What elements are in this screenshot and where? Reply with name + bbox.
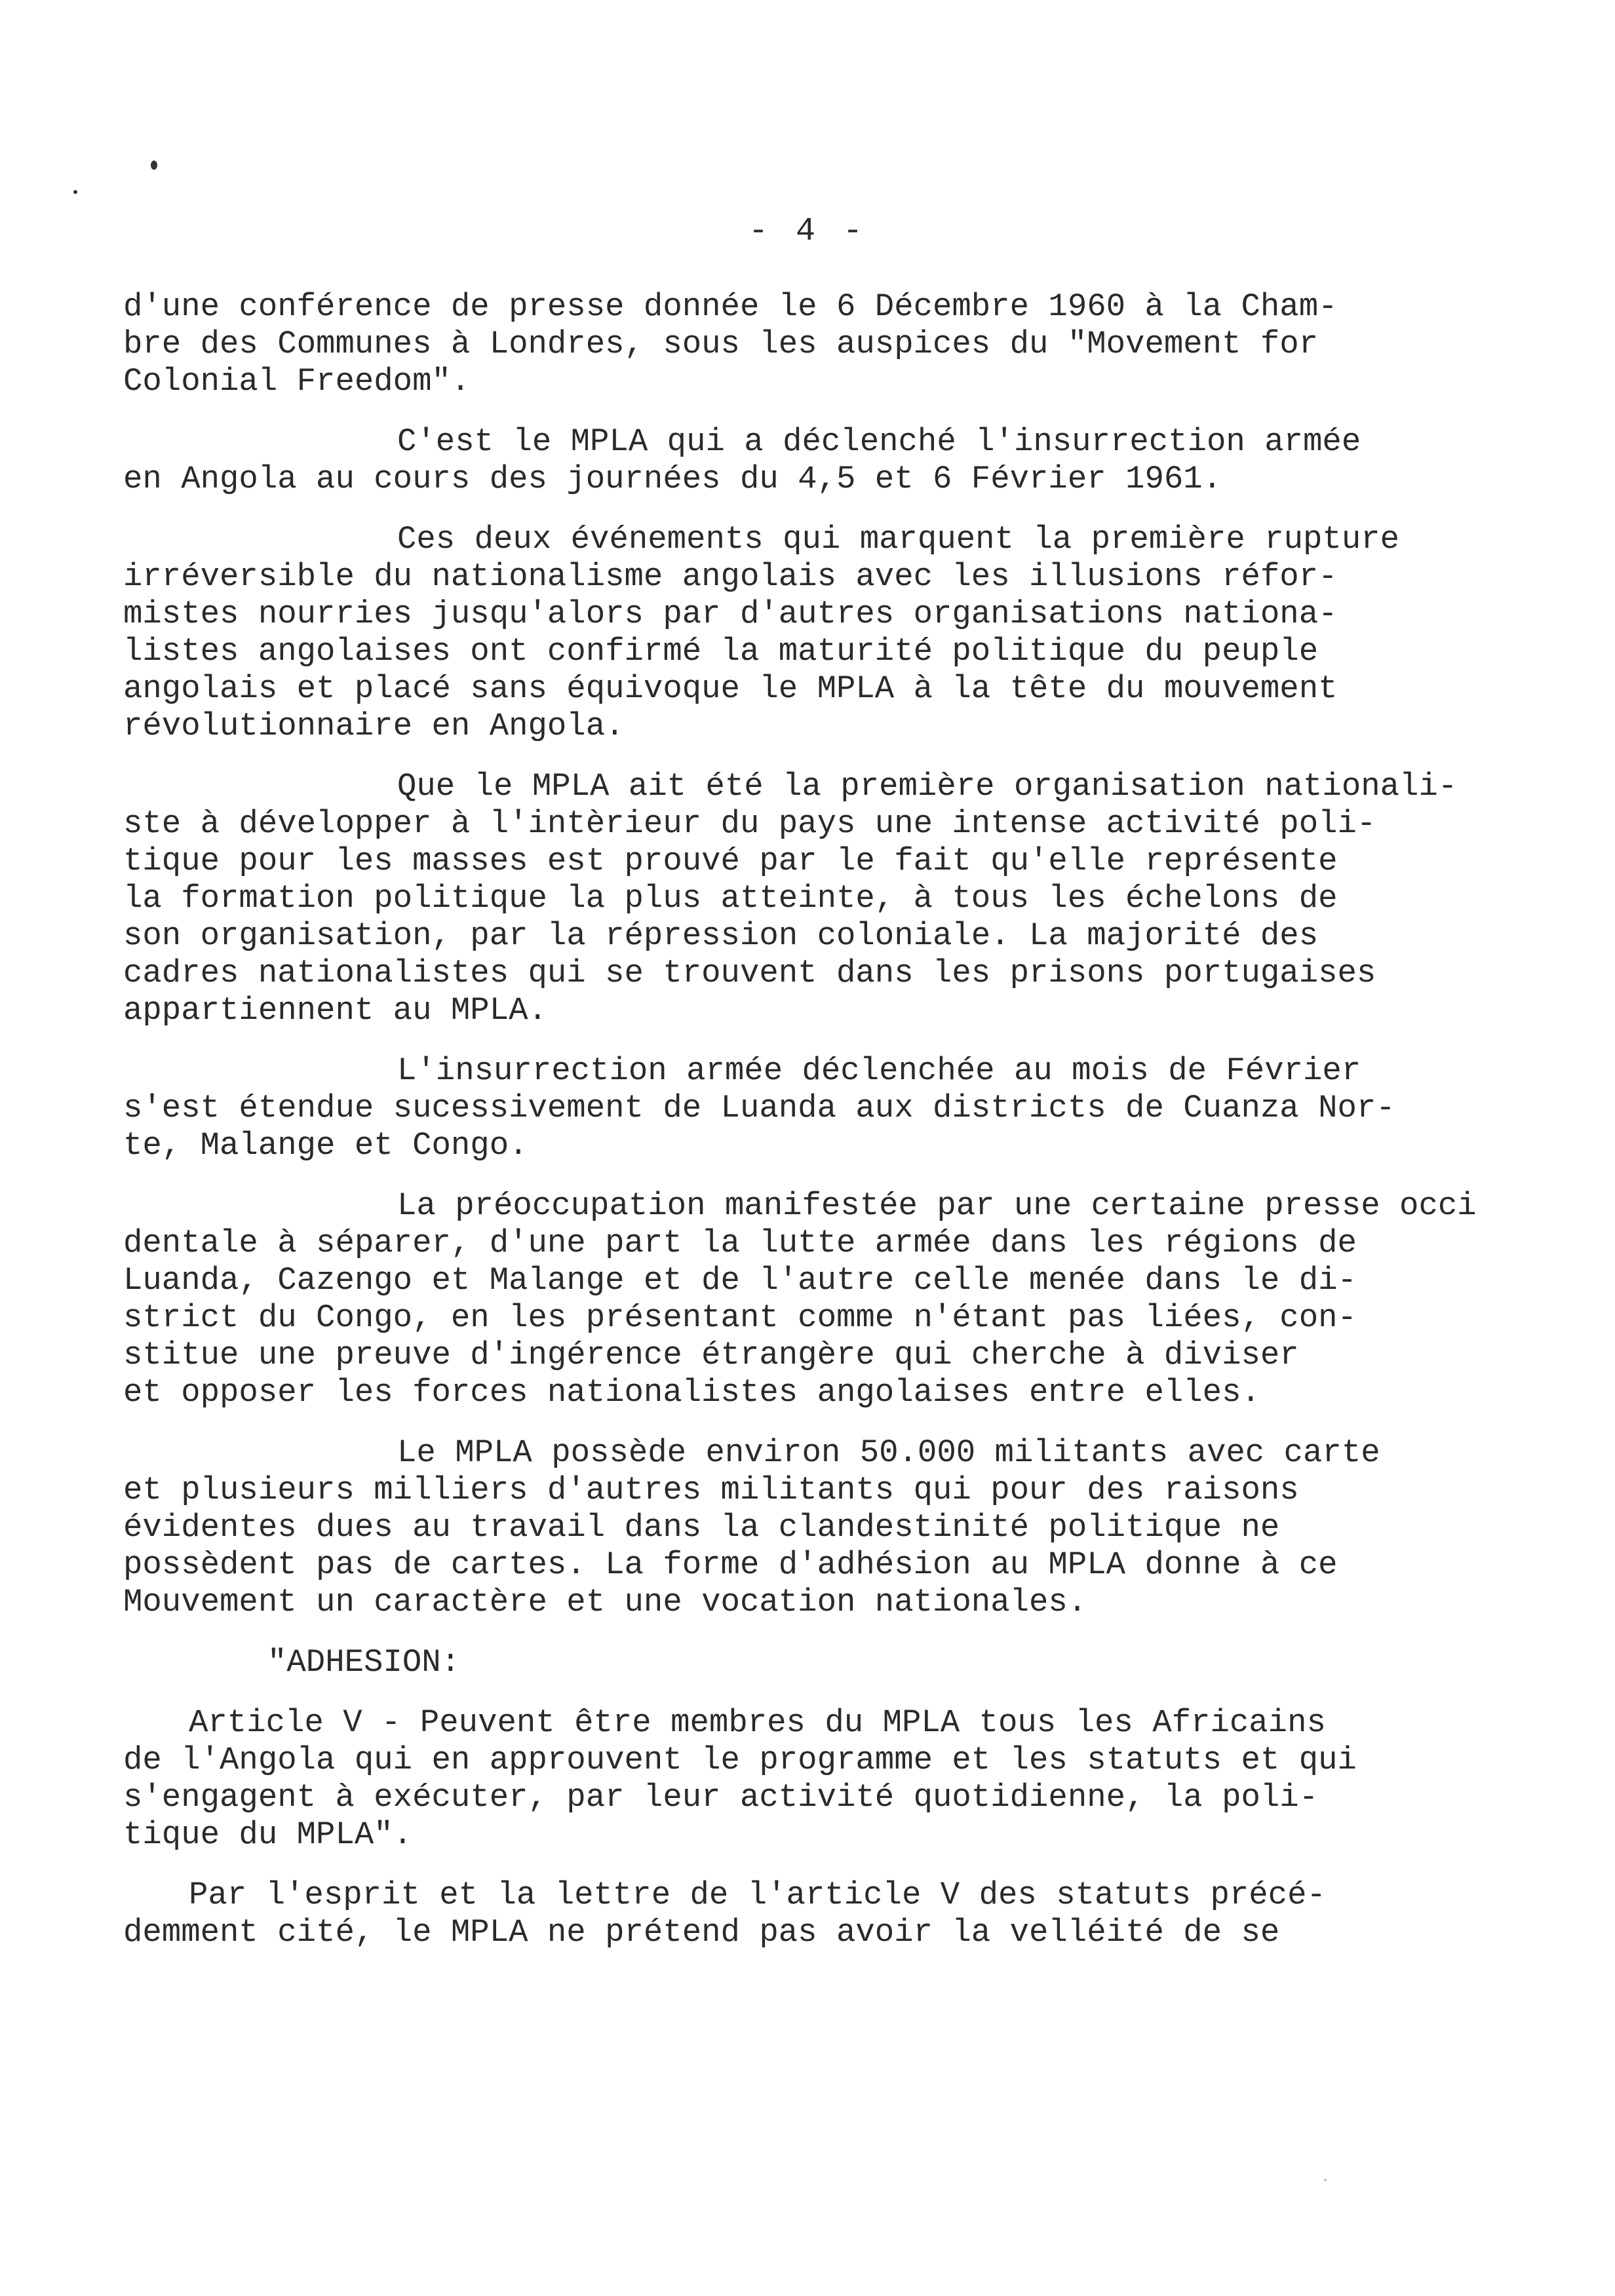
paragraph xyxy=(123,1434,1513,1621)
text-line: appartiennent au MPLA. xyxy=(123,992,547,1029)
text-line: Luanda, Cazengo et Malange et de l'autre celle menée dans le di- xyxy=(123,1262,1357,1299)
text-line: Ces deux événements qui marquent la première rupture xyxy=(397,521,1400,558)
scan-speck xyxy=(151,161,157,170)
paragraph xyxy=(123,423,1513,498)
text-line: te, Malange et Congo. xyxy=(123,1127,528,1164)
text-line: Par l'esprit et la lettre de l'article V des statuts précé- xyxy=(189,1877,1326,1913)
text-line: et opposer les forces nationalistes angolaises entre elles. xyxy=(123,1374,1260,1411)
text-line: stitue une preuve d'ingérence étrangère qui cherche à diviser xyxy=(123,1337,1299,1373)
text-line: Colonial Freedom". xyxy=(123,363,471,400)
paragraph xyxy=(123,1644,1513,1681)
paragraph xyxy=(123,1877,1513,1951)
text-line: et plusieurs milliers d'autres militants qui pour des raisons xyxy=(123,1472,1299,1508)
scan-speck xyxy=(1324,2179,1327,2181)
paragraph xyxy=(123,1052,1513,1164)
text-line: cadres nationalistes qui se trouvent dans les prisons portugaises xyxy=(123,955,1376,991)
text-line: dentale à séparer, d'une part la lutte armée dans les régions de xyxy=(123,1225,1357,1261)
text-line: Article V - Peuvent être membres du MPLA tous les Africains xyxy=(189,1704,1326,1741)
text-line: Mouvement un caractère et une vocation nationales. xyxy=(123,1584,1087,1620)
text-line: en Angola au cours des journées du 4,5 et 6 Février 1961. xyxy=(123,461,1222,497)
text-line: Que le MPLA ait été la première organisation nationali- xyxy=(397,768,1458,805)
text-line: demment cité, le MPLA ne prétend pas avoir la velléité de se xyxy=(123,1914,1280,1951)
paragraph xyxy=(123,288,1513,400)
text-line: son organisation, par la répression coloniale. La majorité des xyxy=(123,917,1319,954)
text-line: "ADHESION: xyxy=(267,1644,461,1681)
text-line: d'une conférence de presse donnée le 6 Décembre 1960 à la Cham- xyxy=(123,288,1338,325)
text-line: C'est le MPLA qui a déclenché l'insurrection armée xyxy=(397,423,1361,460)
paragraph xyxy=(123,521,1513,745)
text-line: bre des Communes à Londres, sous les auspices du "Movement for xyxy=(123,326,1319,362)
text-line: la formation politique la plus atteinte, à tous les échelons de xyxy=(123,880,1338,917)
text-line: Le MPLA possède environ 50.000 militants avec carte xyxy=(397,1434,1380,1471)
paragraph xyxy=(123,1704,1513,1854)
text-line: ste à développer à l'intèrieur du pays une intense activité poli- xyxy=(123,805,1376,842)
text-line: strict du Congo, en les présentant comme n'étant pas liées, con- xyxy=(123,1299,1357,1336)
text-line: listes angolaises ont confirmé la maturité politique du peuple xyxy=(123,633,1319,670)
text-line: de l'Angola qui en approuvent le programme et les statuts et qui xyxy=(123,1742,1357,1778)
text-line: s'est étendue sucessivement de Luanda aux districts de Cuanza Nor- xyxy=(123,1090,1395,1126)
paragraph xyxy=(123,1187,1513,1411)
document-body xyxy=(123,288,1513,1974)
text-line: évidentes dues au travail dans la clandestinité politique ne xyxy=(123,1509,1280,1546)
text-line: révolutionnaire en Angola. xyxy=(123,708,625,744)
text-line: s'engagent à exécuter, par leur activité quotidienne, la poli- xyxy=(123,1779,1319,1816)
text-line: possèdent pas de cartes. La forme d'adhésion au MPLA donne à ce xyxy=(123,1546,1338,1583)
paragraph xyxy=(123,768,1513,1029)
text-line: irréversible du nationalisme angolais avec les illusions réfor- xyxy=(123,558,1338,595)
text-line: mistes nourries jusqu'alors par d'autres organisations nationa- xyxy=(123,596,1338,632)
scan-speck xyxy=(73,190,77,194)
text-line: La préoccupation manifestée par une certaine presse occi xyxy=(397,1187,1477,1224)
text-line: tique du MPLA". xyxy=(123,1816,413,1853)
text-line: angolais et placé sans équivoque le MPLA à la tête du mouvement xyxy=(123,670,1338,707)
text-line: L'insurrection armée déclenchée au mois de Février xyxy=(397,1052,1361,1089)
page-number: - 4 - xyxy=(748,213,867,250)
text-line: tique pour les masses est prouvé par le fait qu'elle représente xyxy=(123,843,1338,879)
